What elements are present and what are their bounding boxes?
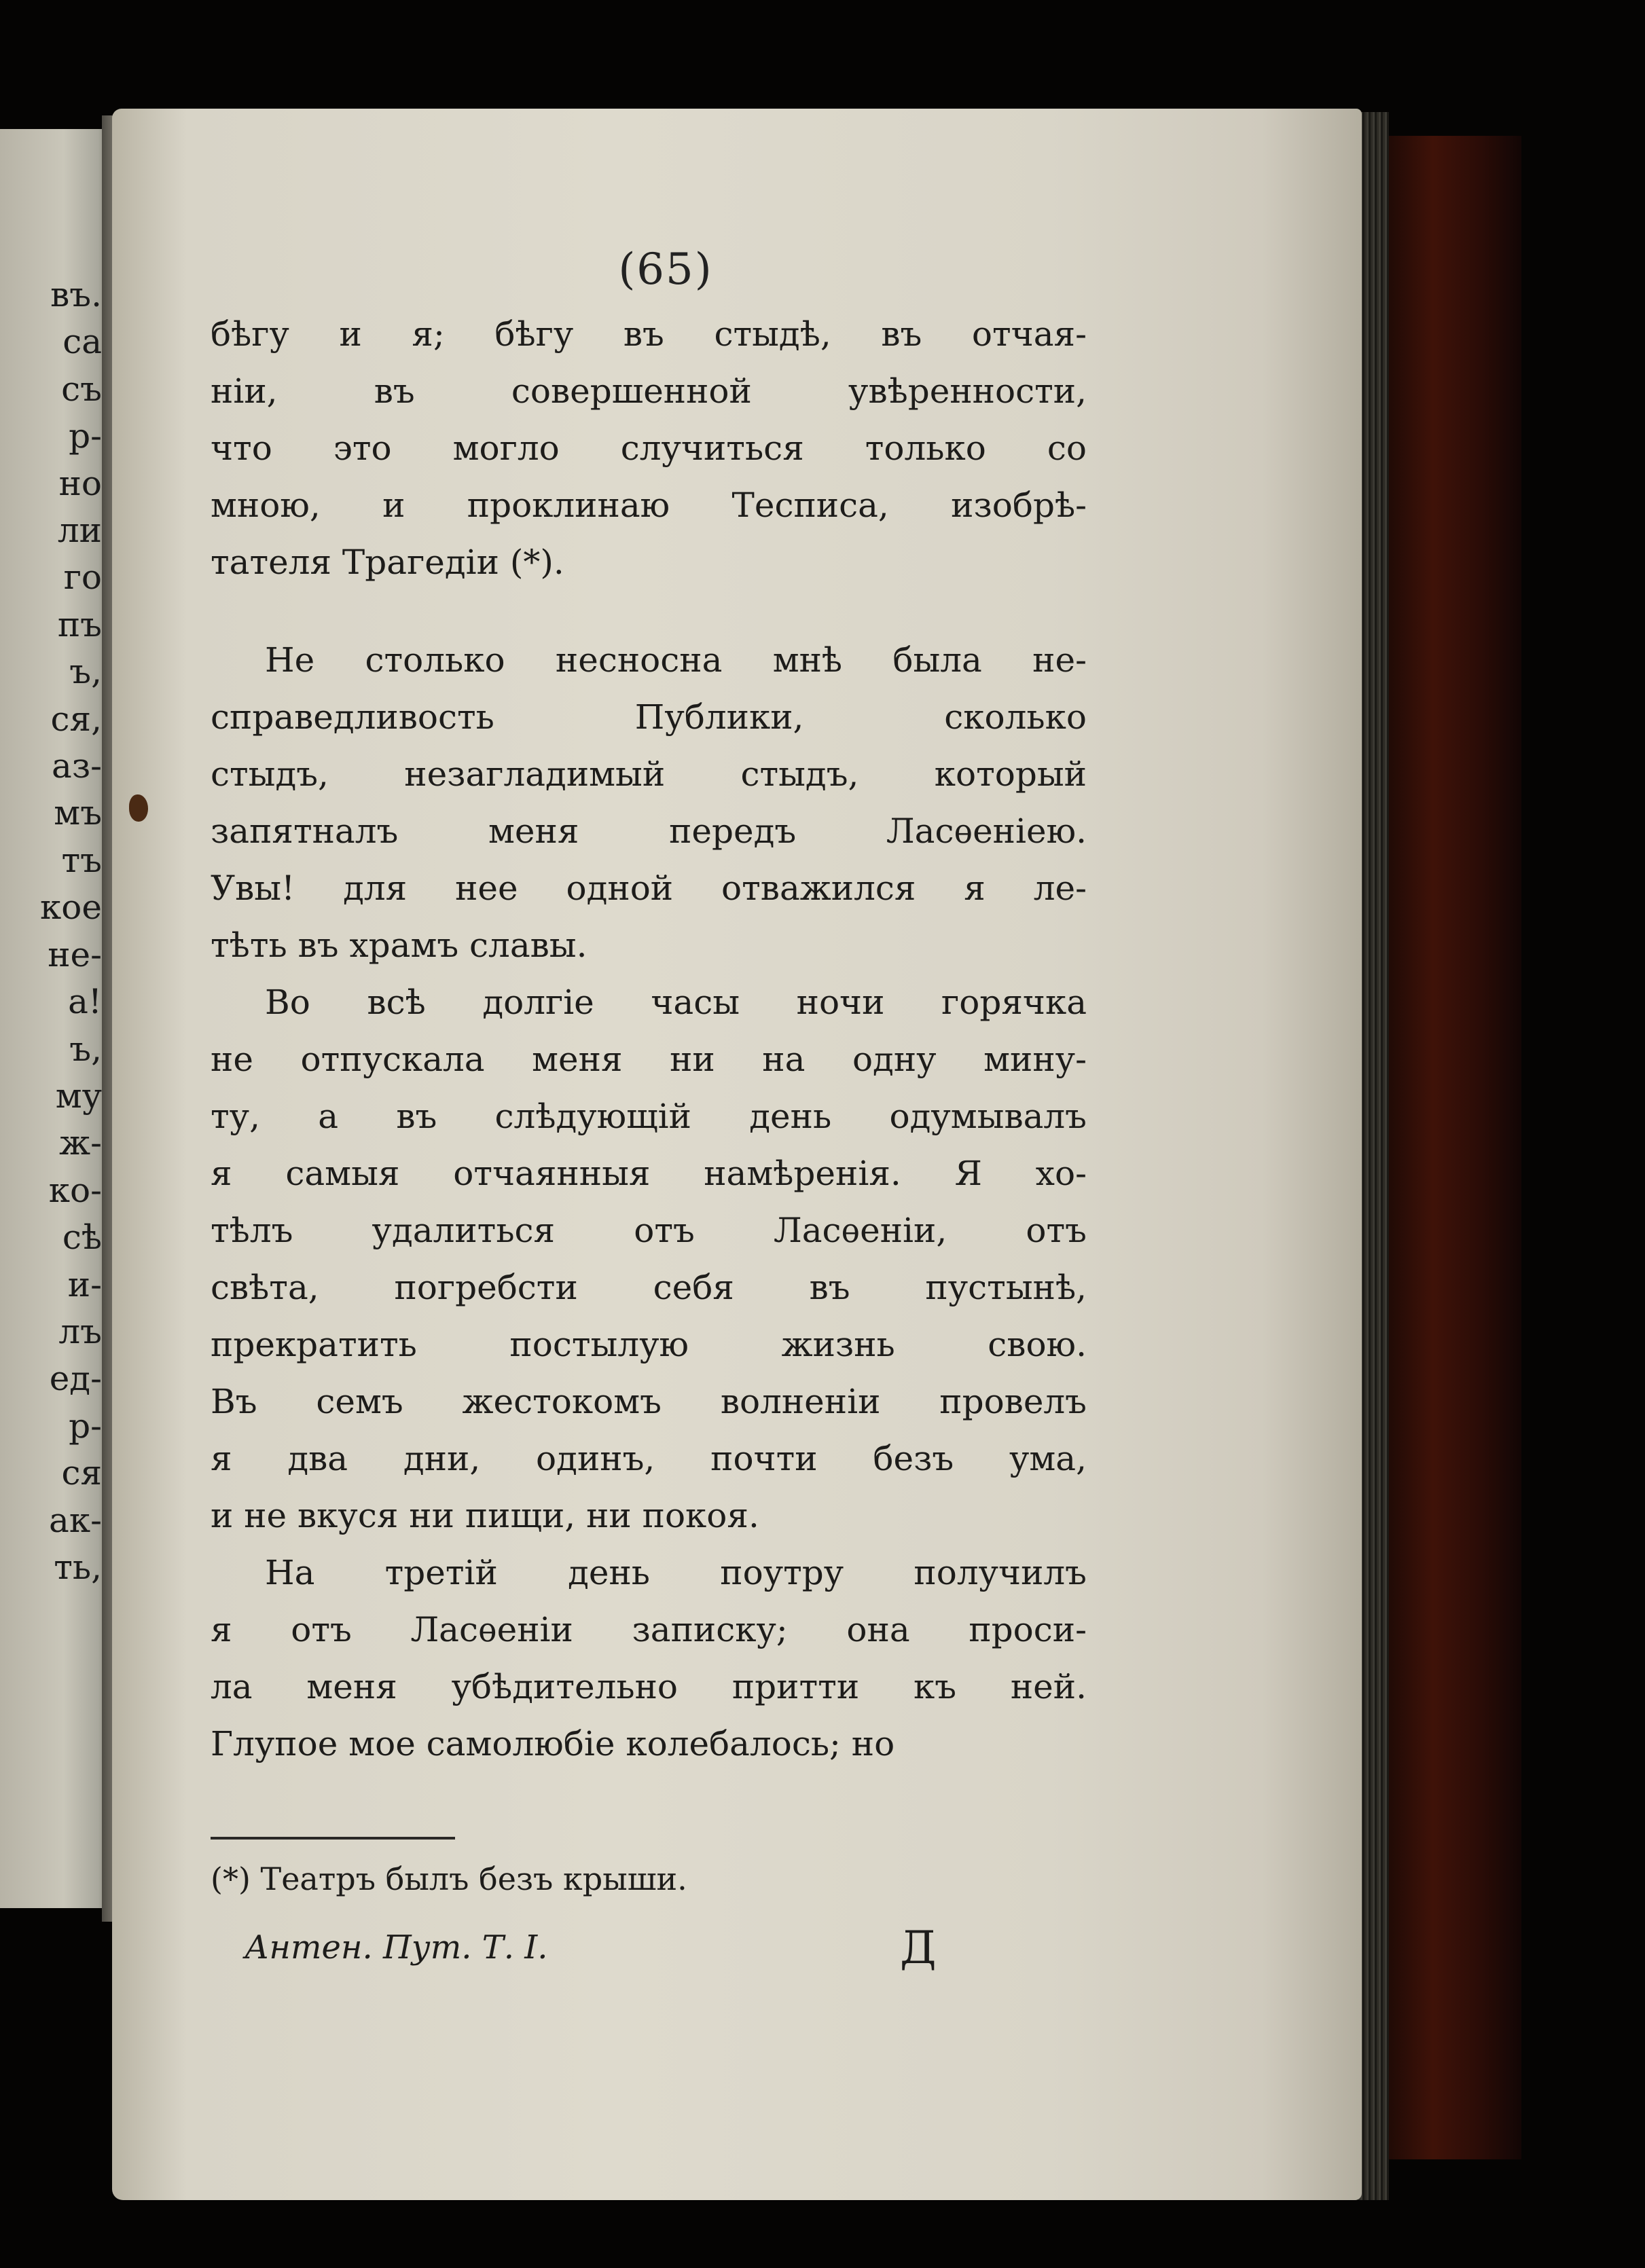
text-line: прекратить постылую жизнь свою.: [211, 1325, 1087, 1364]
fragment-line: мъ: [54, 793, 102, 833]
fragment-line: не-: [48, 934, 102, 974]
text-line: запятналъ меня передъ Ласѳеніею.: [211, 811, 1087, 851]
fragment-line: въ.: [50, 275, 102, 314]
fragment-line: ли: [57, 511, 102, 551]
fragment-line: пъ: [57, 604, 102, 644]
fragment-line: го: [63, 557, 102, 598]
paragraph: [211, 1544, 1087, 1772]
fragment-line: р-: [69, 416, 102, 456]
text-line: стыдъ, незагладимый стыдъ, который: [211, 754, 1087, 794]
book-cover-edge: [1386, 136, 1521, 2159]
text-line: Въ семъ жестокомъ волненіи провелъ: [211, 1382, 1087, 1421]
text-line: ніи, въ совершенной увѣренности,: [211, 371, 1087, 411]
text-line: ла меня убѣдительно притти къ ней.: [211, 1667, 1087, 1706]
page-number: (65): [618, 244, 713, 295]
fragment-line: са: [62, 322, 102, 362]
fragment-line: ъ,: [69, 652, 102, 692]
text-line: Увы! для нее одной отважился я ле-: [211, 868, 1087, 908]
text-line: не отпускала меня ни на одну мину-: [211, 1040, 1087, 1079]
previous-page-fragment: [0, 129, 115, 1908]
paragraph: [211, 306, 1087, 591]
text-line: ту, а въ слѣдующій день одумывалъ: [211, 1097, 1087, 1136]
text-line: Глупое мое самолюбіе колебалось; но: [211, 1724, 895, 1763]
footnote-rule: [211, 1837, 455, 1840]
signature-mark: Д: [900, 1922, 937, 1974]
fragment-line: кое: [40, 888, 102, 928]
signature-line: Антен. Пут. Т. I.: [245, 1928, 548, 1967]
text-line: Не столько несносна мнѣ была не-: [265, 640, 1087, 680]
text-line: бѣгу и я; бѣгу въ стыдѣ, въ отчая-: [211, 314, 1087, 354]
text-line: тѣть въ храмъ славы.: [211, 926, 588, 965]
fragment-line: му: [55, 1076, 102, 1116]
fragment-line: аз-: [52, 746, 102, 786]
fragment-line: ко-: [48, 1170, 102, 1210]
fragment-line: ж-: [59, 1123, 102, 1163]
fragment-line: сѣ: [62, 1218, 102, 1258]
fragment-line: ед-: [49, 1359, 102, 1399]
paragraph: [211, 974, 1087, 1544]
fragment-line: ак-: [49, 1500, 102, 1540]
fragment-line: лъ: [58, 1311, 102, 1351]
fragment-line: ъ,: [69, 1029, 102, 1069]
ink-blot: [129, 794, 148, 822]
fragment-line: а!: [68, 982, 102, 1022]
text-line: тѣлъ удалиться отъ Ласѳеніи, отъ: [211, 1211, 1087, 1250]
text-line: я два дни, одинъ, почти безъ ума,: [211, 1439, 1087, 1478]
text-line: справедливость Публики, сколько: [211, 697, 1087, 737]
footnote: (*) Театръ былъ безъ крыши.: [211, 1861, 687, 1897]
fragment-line: р-: [69, 1406, 102, 1446]
paragraph-gap: [211, 591, 1087, 632]
fragment-line: но: [58, 463, 102, 503]
paragraph: [211, 632, 1087, 974]
text-line: я самыя отчаянныя намѣренія. Я хо-: [211, 1154, 1087, 1193]
fragment-line: ся,: [50, 699, 102, 739]
fragment-line: съ: [61, 369, 102, 409]
text-line: что это могло случиться только со: [211, 428, 1087, 468]
previous-page-line-ends: [0, 272, 102, 1591]
fragment-line: ть,: [54, 1547, 102, 1587]
fragment-line: и-: [67, 1264, 102, 1304]
text-line: и не вкуся ни пищи, ни покоя.: [211, 1496, 759, 1535]
fragment-line: ся: [61, 1453, 102, 1493]
text-line: я отъ Ласѳеніи записку; она проси-: [211, 1610, 1087, 1649]
text-line: На третій день поутру получилъ: [265, 1553, 1087, 1592]
text-line: Во всѣ долгіе часы ночи горячка: [265, 983, 1087, 1022]
page-body-text: [211, 306, 1087, 1772]
text-line: тателя Трагедіи (*).: [211, 543, 564, 582]
fragment-line: тъ: [61, 840, 102, 880]
text-line: мною, и проклинаю Тесписа, изобрѣ-: [211, 486, 1087, 525]
text-line: свѣта, погребсти себя въ пустынѣ,: [211, 1268, 1087, 1307]
